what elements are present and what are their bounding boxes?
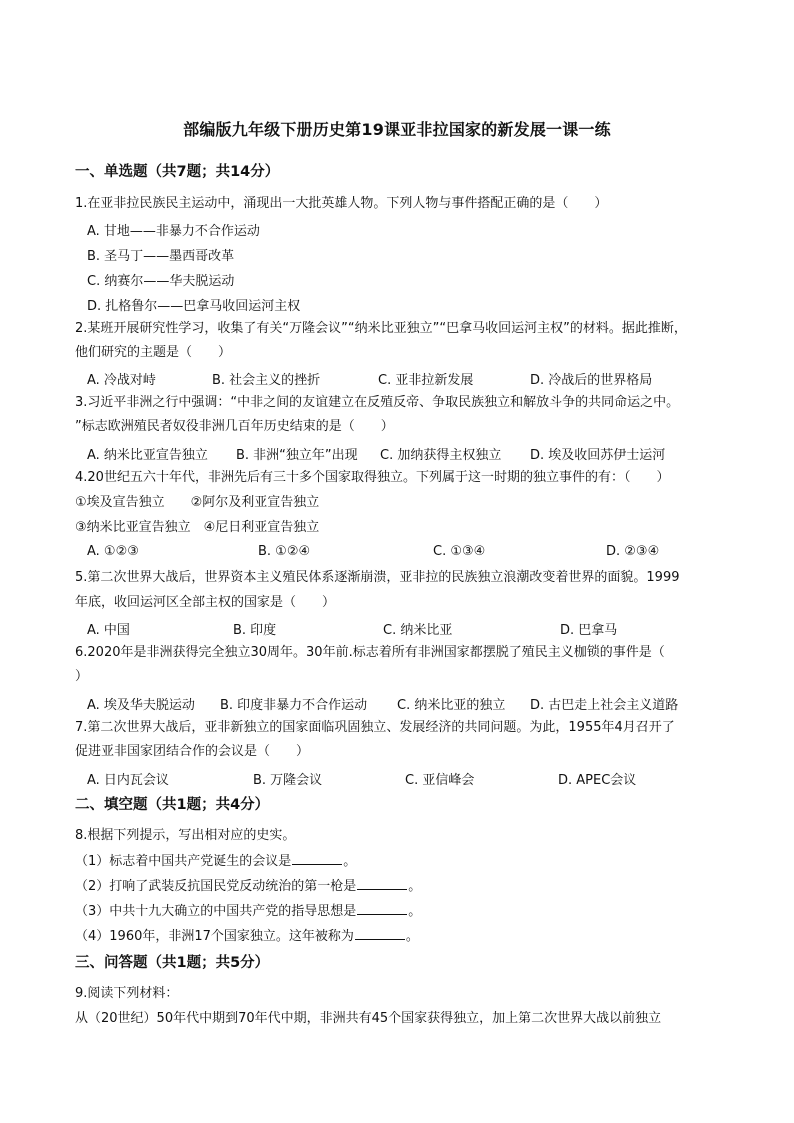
question-1-option-a[interactable]: A. 甘地——非暴力不合作运动 — [87, 224, 260, 239]
question-3-option-c[interactable]: C. 加纳获得主权独立 — [380, 448, 502, 463]
question-5-option-d[interactable]: D. 巴拿马 — [560, 623, 618, 638]
question-4-stem: 4.20世纪五六十年代，非洲先后有三十多个国家取得独立。下列属于这一时期的独立事件的有：（ ） — [75, 470, 670, 485]
question-6-stem-line-2: ） — [75, 669, 89, 684]
question-2-option-b[interactable]: B. 社会主义的挫折 — [212, 373, 321, 388]
section-heading-short-answer: 三、问答题（共1题；共5分） — [75, 955, 270, 971]
question-5-option-c[interactable]: C. 纳米比亚 — [383, 623, 453, 638]
question-4-items-line-1: ①埃及宣告独立 ②阿尔及利亚宣告独立 — [75, 495, 320, 510]
question-8-item-1-end: 。 — [343, 854, 357, 869]
question-6-option-c[interactable]: C. 纳米比亚的独立 — [397, 698, 506, 713]
question-5-option-b[interactable]: B. 印度 — [233, 623, 277, 638]
question-8-item-4 — [75, 927, 725, 946]
question-9-stem: 9.阅读下列材料： — [75, 986, 179, 1001]
question-1-stem: 1.在亚非拉民族民主运动中，涌现出一大批英雄人物。下列人物与事件搭配正确的是（ ） — [75, 196, 608, 211]
question-2-option-c[interactable]: C. 亚非拉新发展 — [378, 373, 474, 388]
question-7-stem-line-1: 7.第二次世界大战后，亚非新独立的国家面临巩固独立、发展经济的共同问题。为此，1955年4月召开了 — [75, 720, 675, 735]
question-3-option-a[interactable]: A. 纳米比亚宣告独立 — [87, 448, 208, 463]
question-4-option-b[interactable]: B. ①②④ — [258, 544, 311, 559]
question-6-option-b[interactable]: B. 印度非暴力不合作运动 — [220, 698, 368, 713]
question-4-option-c[interactable]: C. ①③④ — [433, 544, 486, 559]
section-heading-fill-blank: 二、填空题（共1题；共4分） — [75, 797, 270, 813]
answer-blank-3[interactable] — [357, 902, 407, 915]
question-5-option-a[interactable]: A. 中国 — [87, 623, 130, 638]
question-8-item-2-text: （2）打响了武装反抗国民党反动统治的第一枪是 — [75, 879, 357, 894]
question-3-stem-line-2: ”标志欧洲殖民者奴役非洲几百年历史结束的是（ ） — [75, 419, 394, 434]
question-4-items-line-2: ③纳米比亚宣告独立 ④尼日利亚宣告独立 — [75, 520, 320, 535]
question-7-option-d[interactable]: D. APEC会议 — [558, 773, 637, 788]
question-1-option-b[interactable]: B. 圣马丁——墨西哥改革 — [87, 249, 235, 264]
question-8-item-4-text: （4）1960年，非洲17个国家独立。这年被称为 — [75, 929, 354, 944]
question-1-option-d[interactable]: D. 扎格鲁尔——巴拿马收回运河主权 — [87, 299, 301, 314]
question-4-option-d[interactable]: D. ②③④ — [606, 544, 660, 559]
question-5-stem-line-1: 5.第二次世界大战后，世界资本主义殖民体系逐渐崩溃，亚非拉的民族独立浪潮改变着世界的面貌。1999 — [75, 570, 680, 585]
answer-blank-1[interactable] — [292, 852, 342, 865]
question-2-option-a[interactable]: A. 冷战对峙 — [87, 373, 156, 388]
question-6-option-d[interactable]: D. 古巴走上社会主义道路 — [530, 698, 679, 713]
answer-blank-2[interactable] — [357, 877, 407, 890]
document-title: 部编版九年级下册历史第19课亚非拉国家的新发展一课一练 — [183, 120, 611, 139]
question-3-stem-line-1: 3.习近平非洲之行中强调：“中非之间的友谊建立在反殖反帝、争取民族独立和解放斗争的共同命运之中。 — [75, 395, 680, 410]
question-8-item-1-text: （1）标志着中国共产党诞生的会议是 — [75, 854, 292, 869]
question-8-item-3 — [75, 902, 725, 921]
question-7-option-c[interactable]: C. 亚信峰会 — [405, 773, 475, 788]
question-4-option-a[interactable]: A. ①②③ — [87, 544, 139, 559]
question-7-stem-line-2: 促进亚非国家团结合作的会议是（ ） — [75, 744, 310, 759]
question-2-option-d[interactable]: D. 冷战后的世界格局 — [530, 373, 653, 388]
question-8-item-4-end: 。 — [405, 929, 419, 944]
question-5-stem-line-2: 年底，收回运河区全部主权的国家是（ ） — [75, 595, 336, 610]
question-8-item-2 — [75, 877, 725, 896]
question-1-option-c[interactable]: C. 纳赛尔——华夫脱运动 — [87, 274, 235, 289]
question-8-item-3-end: 。 — [408, 904, 422, 919]
question-9-material-text: 从（20世纪）50年代中期到70年代中期，非洲共有45个国家获得独立，加上第二次世界大战以前独立 — [75, 1011, 662, 1026]
answer-blank-4[interactable] — [355, 927, 405, 940]
question-8-stem: 8.根据下列提示，写出相对应的史实。 — [75, 828, 296, 843]
question-2-stem-line-2: 他们研究的主题是（ ） — [75, 345, 232, 360]
section-heading-single-choice: 一、单选题（共7题；共14分） — [75, 164, 280, 180]
question-7-option-b[interactable]: B. 万隆会议 — [253, 773, 323, 788]
question-6-stem-line-1: 6.2020年是非洲获得完全独立30周年。30年前.标志着所有非洲国家都摆脱了殖民主义枷锁的事件是（ — [75, 645, 665, 660]
question-8-item-1 — [75, 852, 725, 871]
question-3-option-d[interactable]: D. 埃及收回苏伊士运河 — [530, 448, 666, 463]
question-2-stem-line-1: 2.某班开展研究性学习，收集了有关“万隆会议”“纳米比亚独立”“巴拿马收回运河主权”的材料。据此推断， — [75, 321, 687, 336]
question-7-option-a[interactable]: A. 日内瓦会议 — [87, 773, 169, 788]
question-6-option-a[interactable]: A. 埃及华夫脱运动 — [87, 698, 195, 713]
question-8-item-3-text: （3）中共十九大确立的中国共产党的指导思想是 — [75, 904, 357, 919]
question-8-item-2-end: 。 — [408, 879, 422, 894]
question-3-option-b[interactable]: B. 非洲“独立年”出现 — [236, 448, 358, 463]
